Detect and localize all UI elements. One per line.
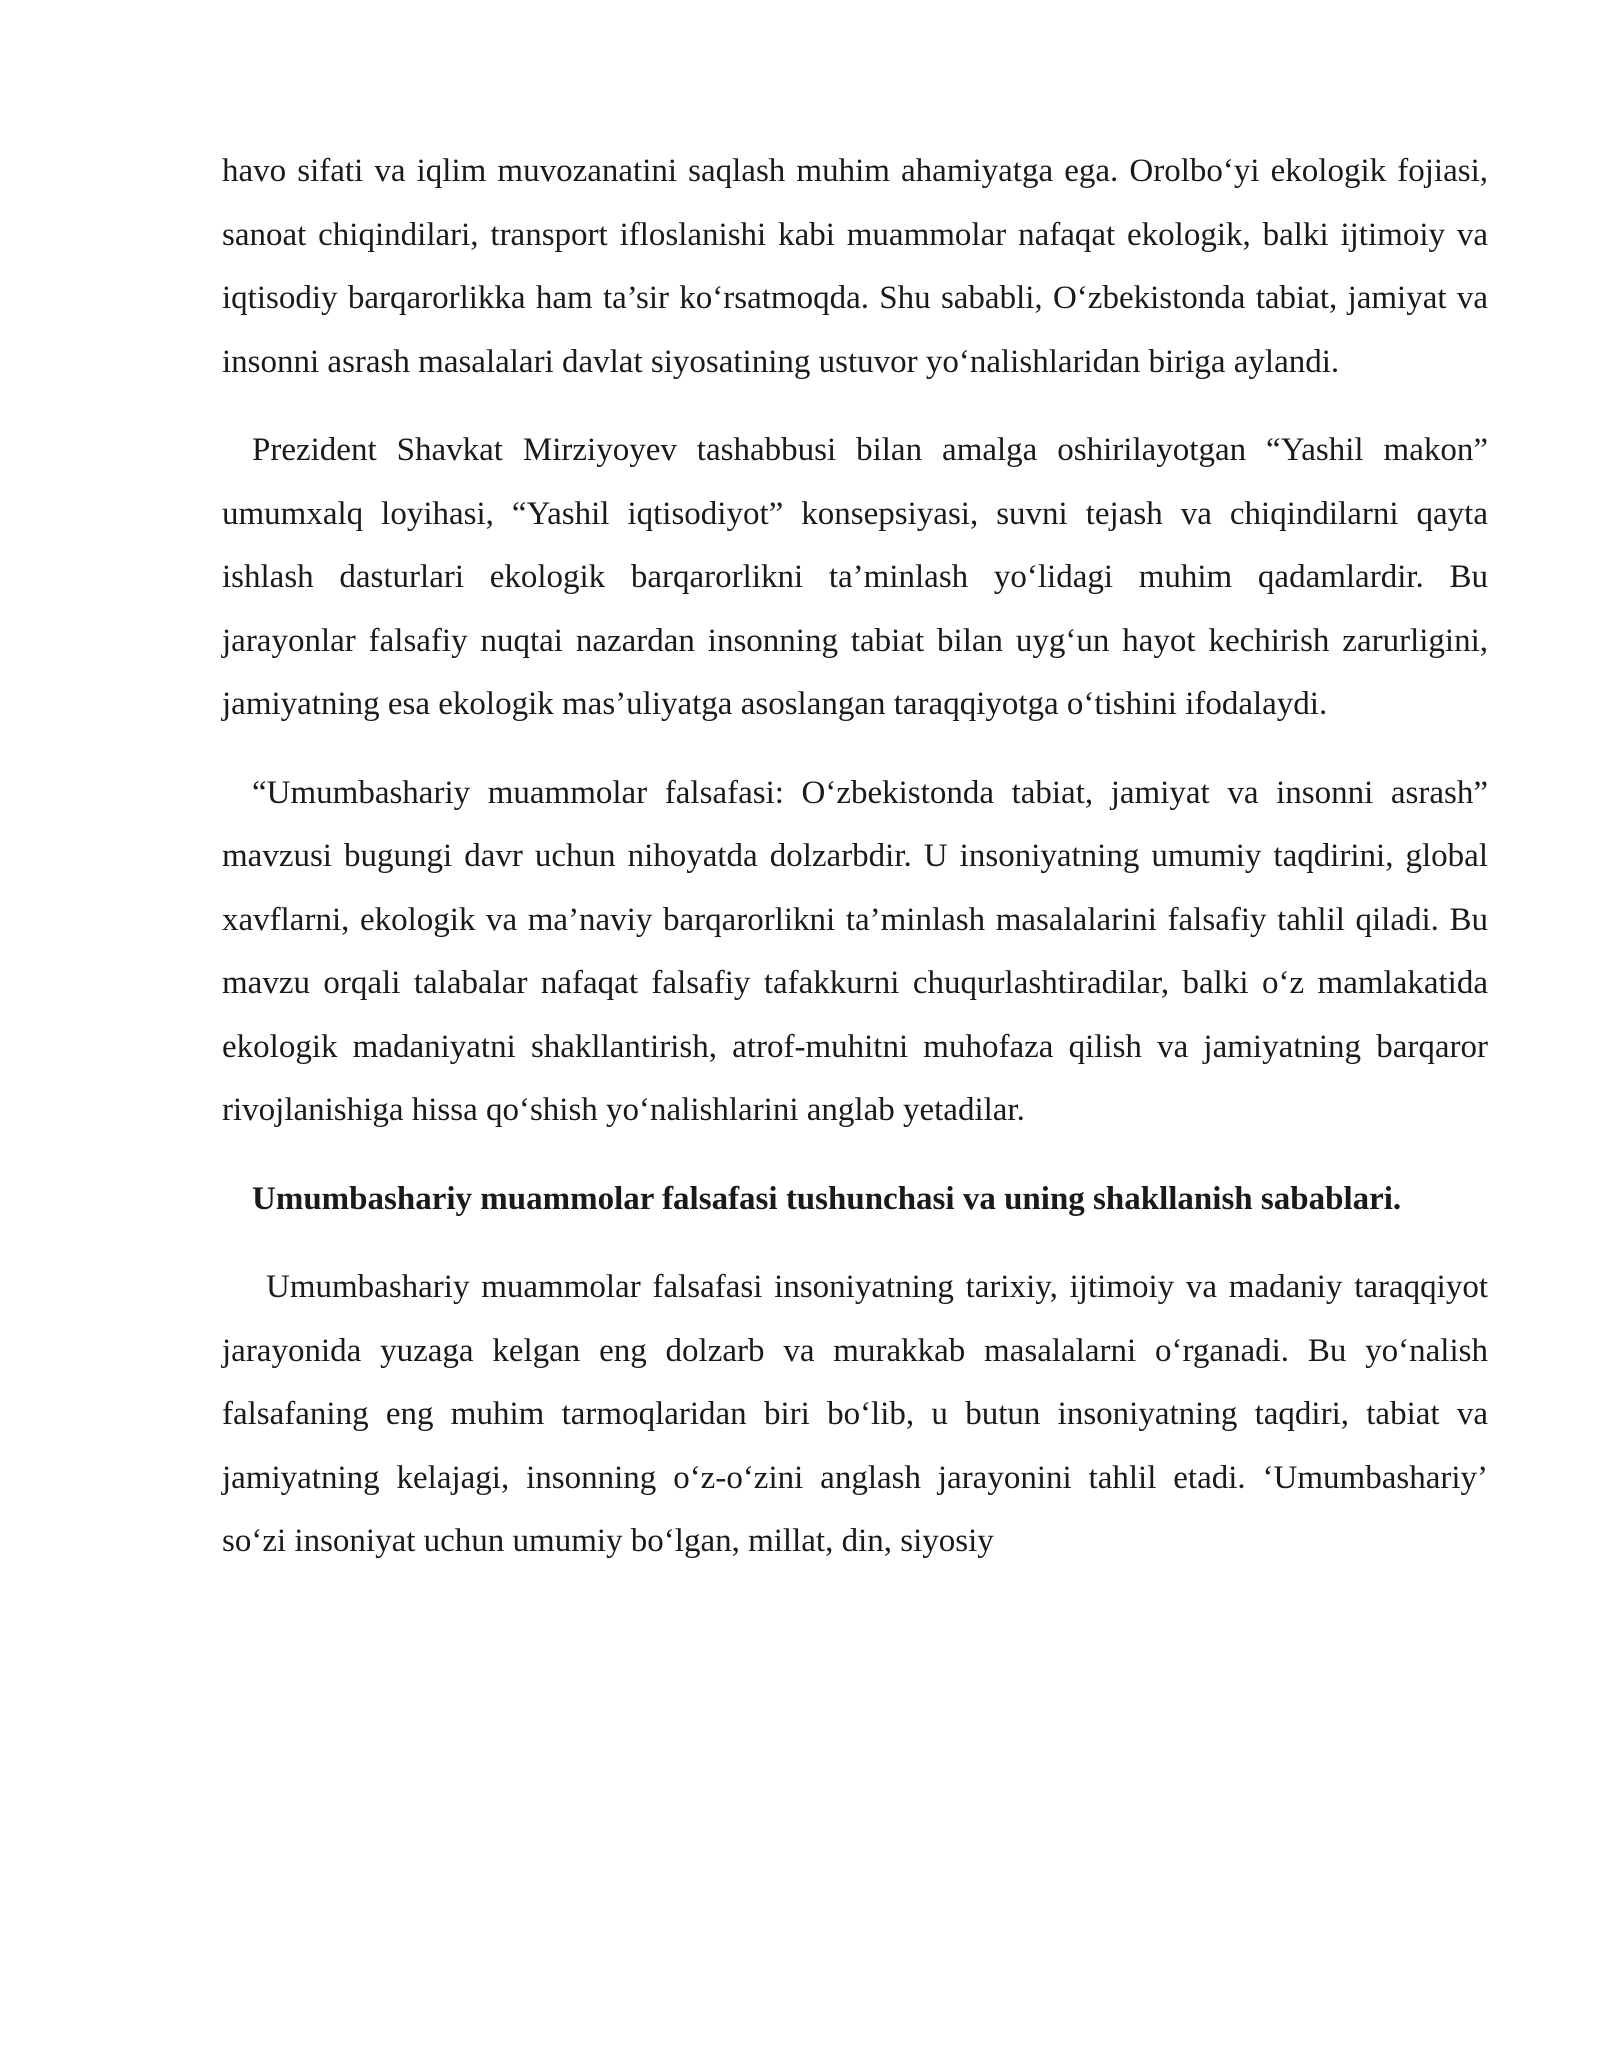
paragraph-4: Umumbashariy muammolar falsafasi insoniyatning tarixiy, ijtimoiy va madaniy taraqqiyot jarayonida yuzaga kelgan eng dolzarb va murakkab masalalarni o‘rganadi. Bu yo‘nalish falsafaning eng muhim tarmoqlaridan biri bo‘lib, u butun insoniyatning taqdiri, tabiat va jamiyatning kelajagi, insonning o‘z-o‘zini anglash jarayonini tahlil etadi. ‘Umumbashariy’ so‘zi insoniyat uchun umumiy bo‘lgan, millat, din, siyosiy xyxy=(222,1269,1488,1559)
paragraph-1: havo sifati va iqlim muvozanatini saqlash muhim ahamiyatga ega. Orolbo‘yi ekologik fojiasi, sanoat chiqindilari, transport ifloslanishi kabi muammolar nafaqat ekologik, balki ijtimoiy va iqtisodiy barqarorlikka ham ta’sir ko‘rsatmoqda. Shu sababli, O‘zbekistonda tabiat, jamiyat va insonni asrash masalalari davlat siyosatining ustuvor yo‘nalishlaridan biriga aylandi. xyxy=(222,153,1488,380)
paragraph-3: “Umumbashariy muammolar falsafasi: O‘zbekistonda tabiat, jamiyat va insonni asrash” mavzusi bugungi davr uchun nihoyatda dolzarbdir. U insoniyatning umumiy taqdirini, global xavflarni, ekologik va ma’naviy barqarorlikni ta’minlash masalalarini falsafiy tahlil qiladi. Bu mavzu orqali talabalar nafaqat falsafiy tafakkurni chuqurlashtiradilar, balki o‘z mamlakatida ekologik madaniyatni shakllantirish, atrof-muhitni muhofaza qilish va jamiyatning barqaror rivojlanishiga hissa qo‘shish yo‘nalishlarini anglab yetadilar. xyxy=(222,774,1488,1128)
section-heading: Umumbashariy muammolar falsafasi tushunchasi va uning shakllanish sabablari. xyxy=(252,1180,1402,1217)
document-body xyxy=(222,140,1488,1599)
paragraph-2: Prezident Shavkat Mirziyoyev tashabbusi bilan amalga oshirilayotgan “Yashil makon” umumxalq loyihasi, “Yashil iqtisodiyot” konsepsiyasi, suvni tejash va chiqindilarni qayta ishlash dasturlari ekologik barqarorlikni ta’minlash yo‘lidagi muhim qadamlardir. Bu jarayonlar falsafiy nuqtai nazardan insonning tabiat bilan uyg‘un hayot kechirish zarurligini, jamiyatning esa ekologik mas’uliyatga asoslangan taraqqiyotga o‘tishini ifodalaydi. xyxy=(222,432,1488,722)
